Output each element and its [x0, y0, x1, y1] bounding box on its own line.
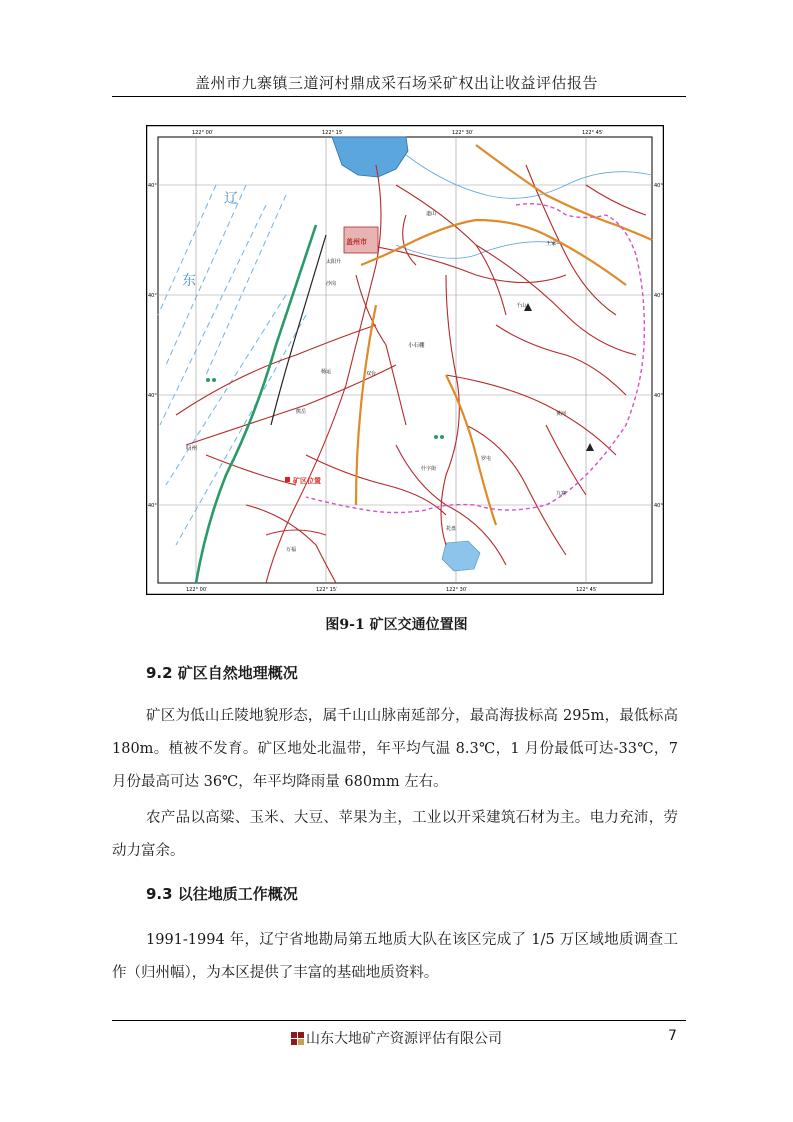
paragraph-natural-geography: 矿区为低山丘陵地貌形态，属千山山脉南延部分，最高海拔标高 295m，最低标高 180m。植被不发育。矿区地处北温带，年平均气温 8.3℃，1 月份最低可达-33℃，7 月份最高可达 36℃，年平均降雨量 680mm 左右。 — [112, 708, 678, 790]
footer-company-name: 山东大地矿产资源评估有限公司 — [306, 1031, 502, 1047]
label-qianshan: 千山 — [516, 303, 527, 309]
label-shaogang: 沙岗 — [326, 281, 337, 287]
label-yangyun: 杨运 — [321, 369, 332, 375]
coord-right-3: 40° — [654, 393, 663, 399]
label-shimenzi: 什字街 — [421, 466, 437, 472]
section-heading-9-3: 9.3 以往地质工作概况 — [146, 885, 298, 903]
label-gaizhou: 盖州市 — [346, 238, 367, 246]
label-tuopan: 托盘 — [446, 526, 457, 532]
coord-bottom-2: 122° 15′ — [316, 587, 338, 593]
label-guizhou: 归州 — [186, 446, 198, 452]
coord-right-2: 40° — [654, 293, 663, 299]
label-liao: 辽 — [224, 191, 238, 207]
coord-top-2: 122° 15′ — [322, 130, 344, 136]
coord-left-1: 40° — [148, 183, 157, 189]
section-heading-9-2: 9.2 矿区自然地理概况 — [146, 664, 298, 682]
footer-rule — [112, 1020, 686, 1021]
label-mine-location: 矿区位置 — [293, 477, 321, 485]
header-rule — [112, 96, 686, 97]
coord-left-4: 40° — [148, 503, 157, 509]
coord-right-4: 40° — [654, 503, 663, 509]
coord-bottom-3: 122° 30′ — [446, 587, 468, 593]
label-luotun: 罗屯 — [481, 456, 492, 462]
traffic-location-map — [146, 125, 664, 595]
label-xiongyue: 熊岳 — [296, 409, 307, 415]
coord-bottom-4: 122° 45′ — [576, 587, 598, 593]
label-jiuzhai: 九寨 — [556, 491, 567, 497]
coord-top-3: 122° 30′ — [452, 130, 474, 136]
paragraph-previous-geology-work: 1991-1994 年，辽宁省地勘局第五地质大队在该区完成了 1/5 万区域地质调查工作（归州幅），为本区提供了丰富的基础地质资料。 — [112, 932, 678, 981]
paragraph-agriculture-industry: 农产品以高粱、玉米、大豆、苹果为主，工业以开采建筑石材为主。电力充沛，劳动力富余。 — [112, 810, 678, 859]
company-logo-icon — [291, 1032, 304, 1045]
coord-left-3: 40° — [148, 393, 157, 399]
coord-bottom-1: 122° 00′ — [186, 587, 208, 593]
coord-top-4: 122° 45′ — [582, 130, 604, 136]
figure-caption: 图9-1 矿区交通位置图 — [325, 617, 468, 633]
label-shuangtai: 双台 — [366, 371, 377, 377]
coord-top-1: 122° 00′ — [192, 130, 214, 136]
label-xiaoshiqiao: 小石棚 — [408, 343, 425, 349]
coord-left-2: 40° — [148, 293, 157, 299]
label-dong: 东 — [182, 273, 196, 289]
label-wangjia: 王家 — [546, 241, 557, 247]
report-title: 盖州市九寨镇三道河村鼎成采石场采矿权出让收益评估报告 — [194, 74, 598, 92]
label-huanghe: 黄河 — [556, 411, 567, 417]
label-daoshan: 道山 — [426, 211, 437, 217]
page-number: 7 — [668, 1028, 677, 1044]
coord-right-1: 40° — [654, 183, 663, 189]
mine-marker — [285, 477, 290, 482]
label-taiyangsheng: 太阳升 — [326, 259, 342, 265]
label-wanfu: 万福 — [286, 547, 297, 553]
